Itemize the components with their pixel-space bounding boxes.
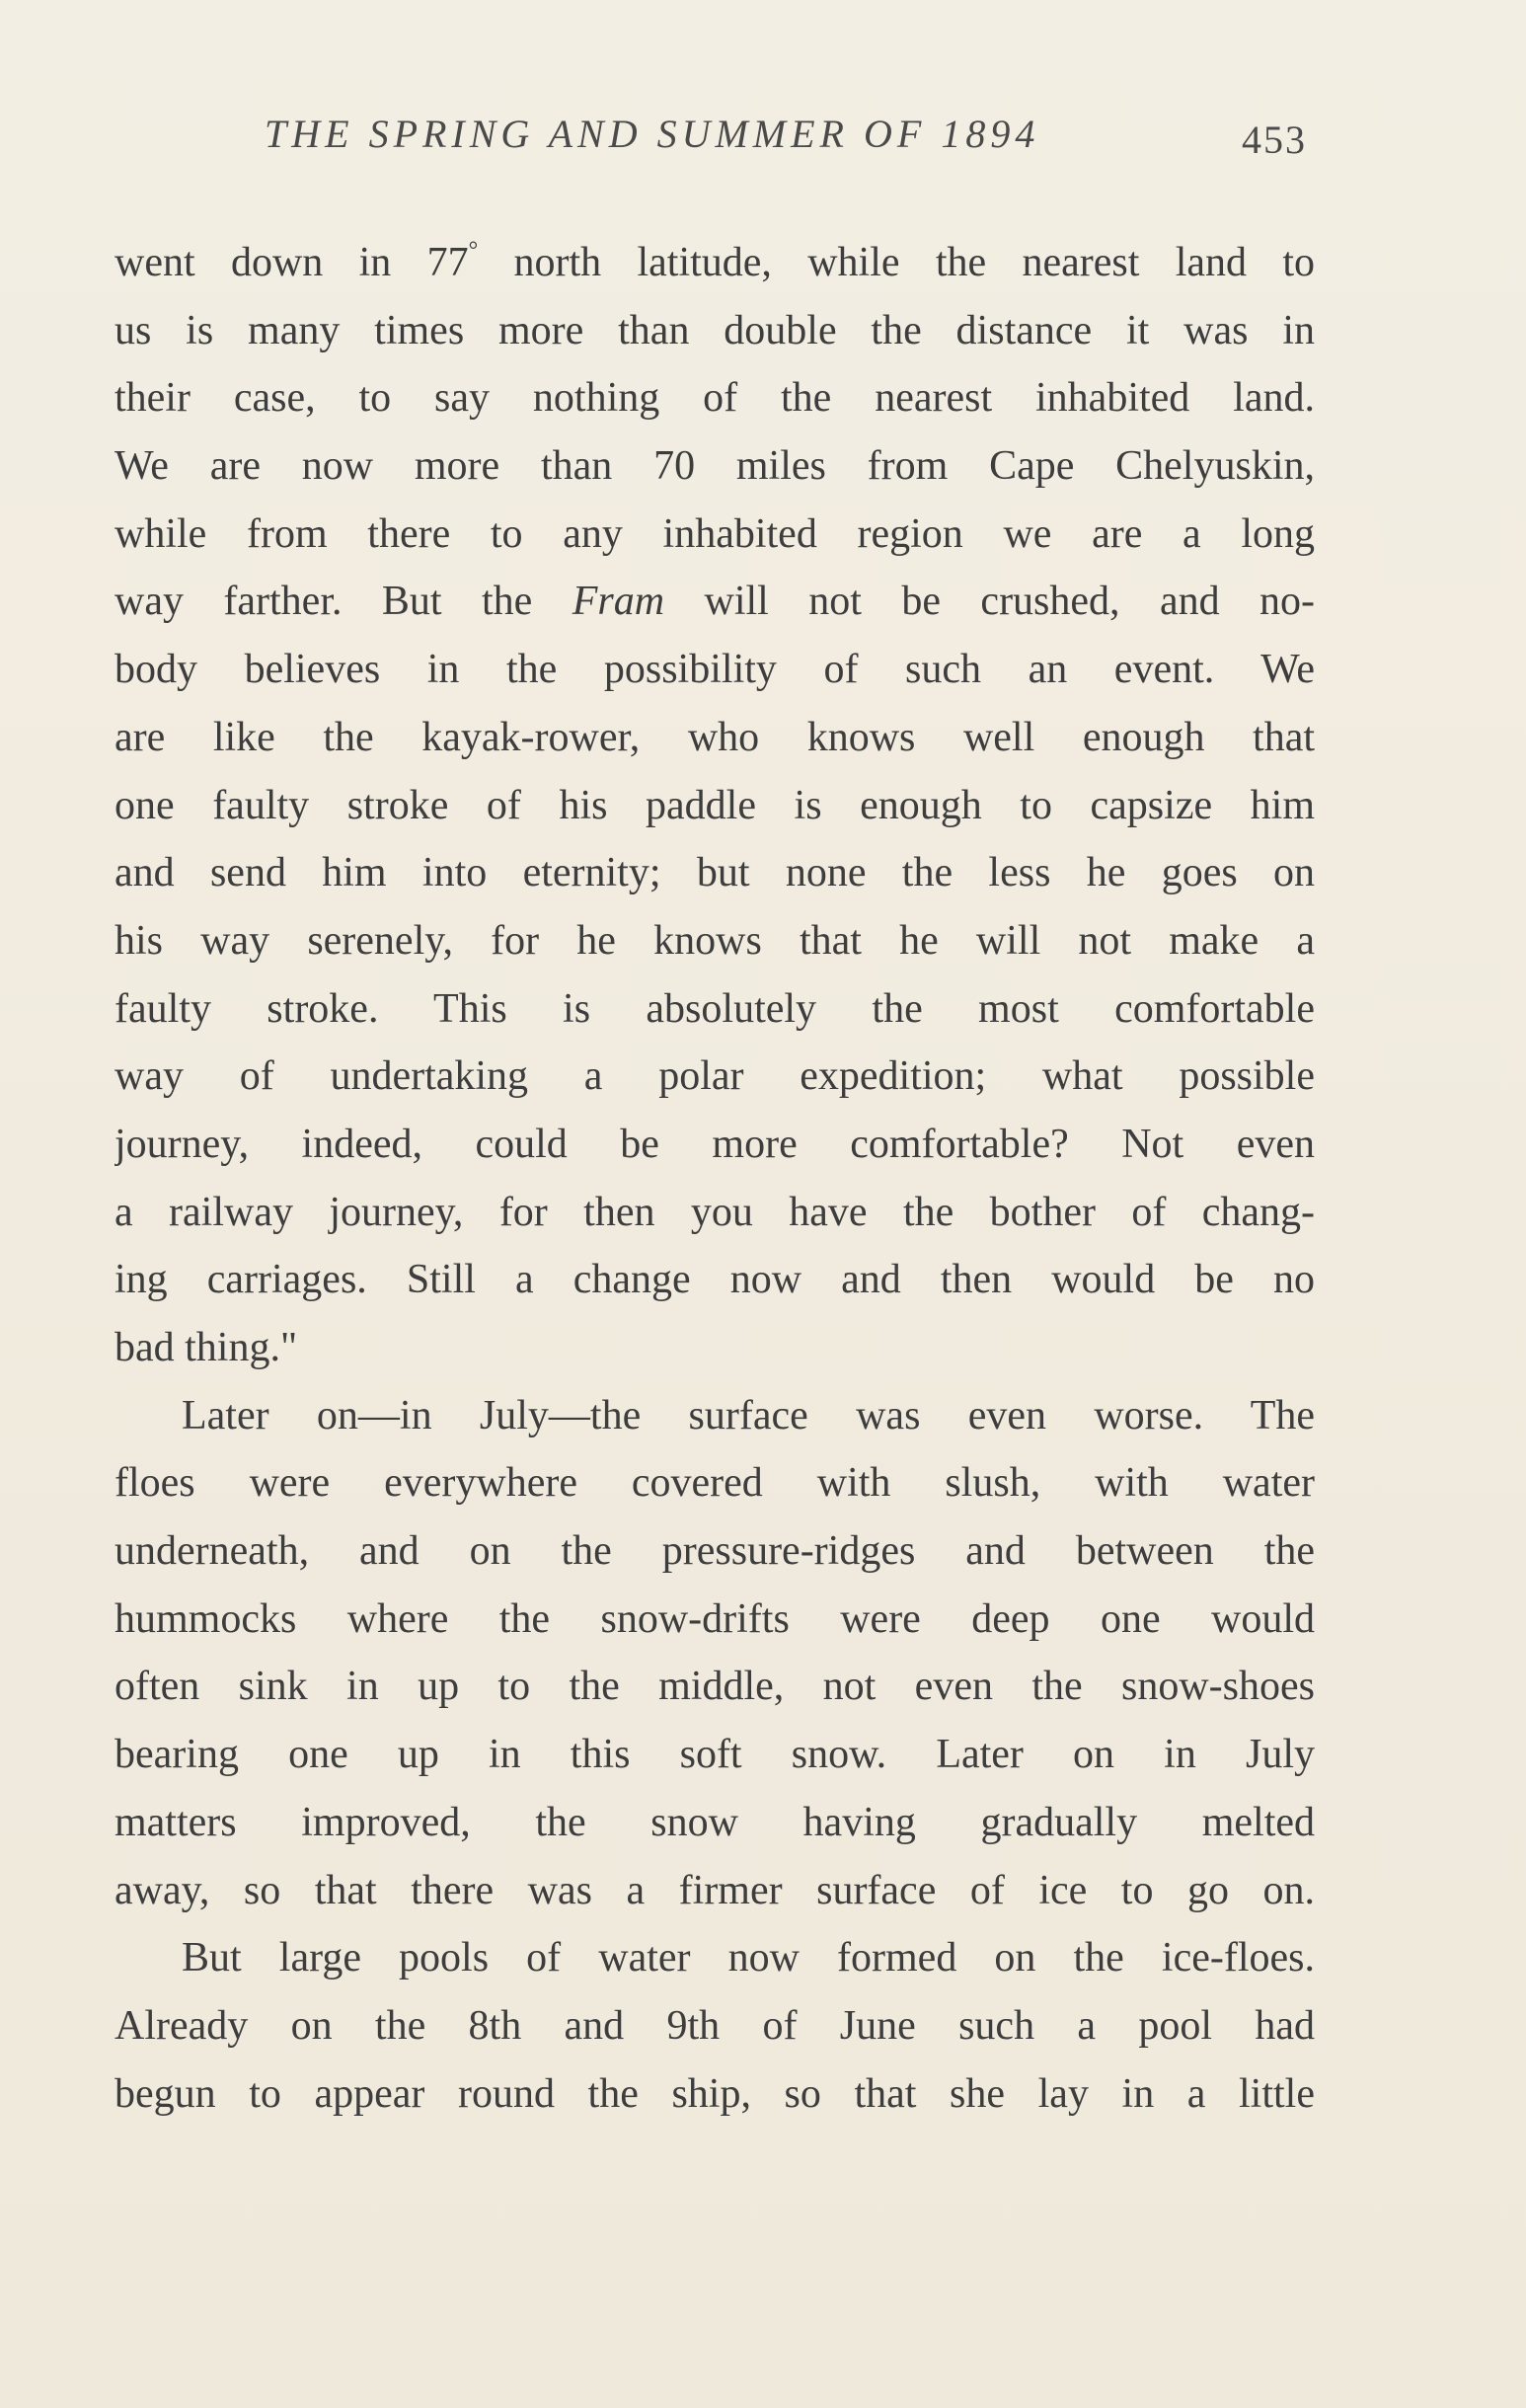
- body-text: [114, 229, 1315, 2128]
- paragraph-start: But large pools of water now formed on the ice-floes.: [182, 1935, 1315, 1981]
- text-line: Already on the 8th and 9th of June such a pool had: [114, 2002, 1315, 2049]
- text-line: way farther. But the Fram will not be crushed, and no-: [114, 579, 1315, 625]
- text-line: matters improved, the snow having gradually melted: [114, 1799, 1315, 1845]
- text-line: way of undertaking a polar expedition; what possible: [114, 1053, 1315, 1100]
- text-line: often sink in up to the middle, not even the snow-shoes: [114, 1664, 1315, 1710]
- text-line: floes were everywhere covered with slush, with water: [114, 1460, 1315, 1507]
- text-line: while from there to any inhabited region we are a long: [114, 510, 1315, 557]
- text-line: their case, to say nothing of the nearest inhabited land.: [114, 375, 1315, 422]
- text-line: his way serenely, for he knows that he will not make a: [114, 917, 1315, 964]
- running-head: THE SPRING AND SUMMER OF 1894: [265, 112, 1040, 156]
- text-line: bad thing.": [114, 1325, 298, 1370]
- text-line: We are now more than 70 miles from Cape Chelyuskin,: [114, 443, 1315, 490]
- text-line: one faulty stroke of his paddle is enough to capsize him: [114, 782, 1315, 828]
- text-line: us is many times more than double the distance it was in: [114, 307, 1315, 353]
- text-line: are like the kayak-rower, who knows well enough that: [114, 714, 1315, 760]
- text-line: ing carriages. Still a change now and then would be no: [114, 1257, 1315, 1303]
- text-line: away, so that there was a firmer surface of ice to go on.: [114, 1867, 1315, 1913]
- ship-name: Fram: [572, 579, 665, 625]
- paragraph-start: Later on—in July—the surface was even worse. The: [182, 1392, 1315, 1438]
- text-line: underneath, and on the pressure-ridges and between the: [114, 1528, 1315, 1575]
- text-line: hummocks where the snow-drifts were deep one would: [114, 1595, 1315, 1642]
- page-number: 453: [1242, 117, 1307, 162]
- text-line: begun to appear round the ship, so that she lay in a little: [114, 2070, 1315, 2117]
- text-line: and send him into eternity; but none the less he goes on: [114, 850, 1315, 896]
- text-line: a railway journey, for then you have the bother of chang-: [114, 1189, 1315, 1235]
- text-line: journey, indeed, could be more comfortable? Not even: [114, 1121, 1315, 1167]
- text-line: went down in 77° north latitude, while the nearest land to: [114, 238, 1315, 285]
- page-header: [0, 111, 1526, 170]
- text-line: faulty stroke. This is absolutely the most comfortable: [114, 985, 1315, 1032]
- text-line: bearing one up in this soft snow. Later on in July: [114, 1732, 1315, 1778]
- text-line: body believes in the possibility of such an event. We: [114, 647, 1315, 693]
